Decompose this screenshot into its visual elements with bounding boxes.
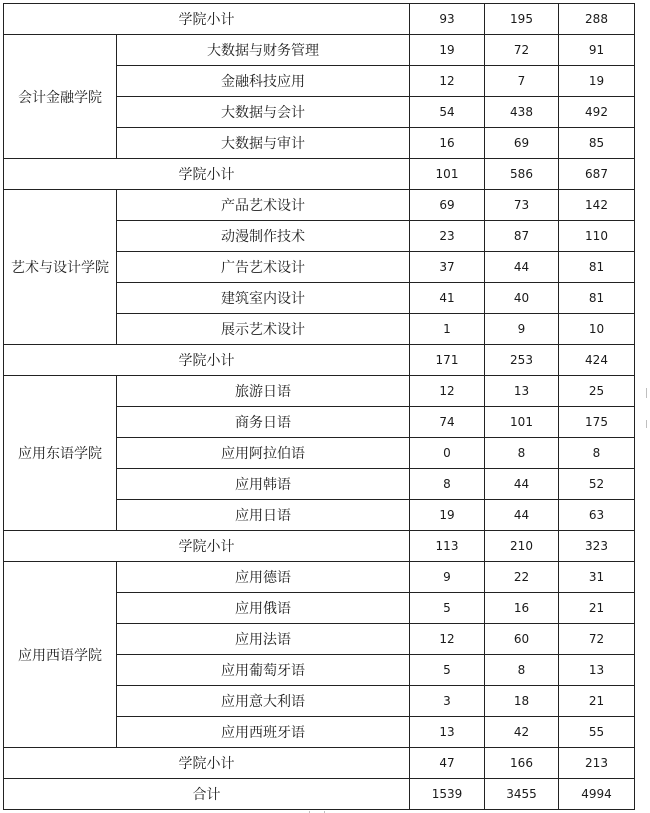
college-name: 会计金融学院 [4,35,117,159]
count-col-1: 19 [410,35,485,66]
count-col-1: 93 [410,4,485,35]
major-name: 大数据与财务管理 [117,35,410,66]
count-col-2: 69 [485,128,559,159]
major-name: 应用西班牙语 [117,717,410,748]
count-col-1: 12 [410,624,485,655]
count-col-3: 31 [559,562,635,593]
count-col-1: 1 [410,314,485,345]
grand-total-label: 合计 [4,779,410,810]
count-col-3: 63 [559,500,635,531]
count-col-3: 10 [559,314,635,345]
college-subtotal-row [4,4,635,35]
major-name: 大数据与会计 [117,97,410,128]
count-col-2: 7 [485,66,559,97]
count-col-3: 81 [559,283,635,314]
count-col-2: 8 [485,438,559,469]
subtotal-label: 学院小计 [4,159,410,190]
count-col-2: 18 [485,686,559,717]
count-col-2: 16 [485,593,559,624]
major-name: 动漫制作技术 [117,221,410,252]
count-col-1: 113 [410,531,485,562]
count-col-2: 8 [485,655,559,686]
major-row [4,562,635,593]
count-col-3: 8 [559,438,635,469]
count-col-2: 40 [485,283,559,314]
right-edge-mark [646,388,647,398]
count-col-2: 438 [485,97,559,128]
count-col-2: 44 [485,469,559,500]
count-col-1: 74 [410,407,485,438]
count-col-2: 73 [485,190,559,221]
college-subtotal-row [4,531,635,562]
subtotal-label: 学院小计 [4,531,410,562]
major-row [4,376,635,407]
major-name: 应用意大利语 [117,686,410,717]
count-col-2: 60 [485,624,559,655]
major-name: 应用日语 [117,500,410,531]
count-col-2: 586 [485,159,559,190]
count-col-1: 16 [410,128,485,159]
college-name: 应用西语学院 [4,562,117,748]
count-col-1: 19 [410,500,485,531]
count-col-3: 13 [559,655,635,686]
major-name: 金融科技应用 [117,66,410,97]
count-col-3: 81 [559,252,635,283]
count-col-1: 0 [410,438,485,469]
count-col-2: 87 [485,221,559,252]
major-name: 应用阿拉伯语 [117,438,410,469]
count-col-1: 5 [410,593,485,624]
major-name: 产品艺术设计 [117,190,410,221]
count-col-2: 101 [485,407,559,438]
major-name: 应用葡萄牙语 [117,655,410,686]
count-col-2: 9 [485,314,559,345]
subtotal-label: 学院小计 [4,4,410,35]
count-col-2: 22 [485,562,559,593]
right-edge-mark [646,420,647,428]
count-col-3: 323 [559,531,635,562]
grand-total-row [4,779,635,810]
count-col-1: 54 [410,97,485,128]
count-col-2: 13 [485,376,559,407]
major-name: 商务日语 [117,407,410,438]
count-col-1: 12 [410,376,485,407]
count-col-1: 23 [410,221,485,252]
count-col-2: 72 [485,35,559,66]
count-col-3: 213 [559,748,635,779]
major-name: 应用德语 [117,562,410,593]
count-col-2: 253 [485,345,559,376]
count-col-1: 171 [410,345,485,376]
count-col-1: 5 [410,655,485,686]
count-col-3: 288 [559,4,635,35]
count-col-3: 72 [559,624,635,655]
major-name: 应用俄语 [117,593,410,624]
count-col-1: 37 [410,252,485,283]
count-col-3: 85 [559,128,635,159]
major-name: 旅游日语 [117,376,410,407]
count-col-3: 492 [559,97,635,128]
count-col-1: 3 [410,686,485,717]
count-col-1: 1539 [410,779,485,810]
count-col-3: 142 [559,190,635,221]
count-col-3: 110 [559,221,635,252]
count-col-1: 8 [410,469,485,500]
major-name: 应用法语 [117,624,410,655]
major-row [4,190,635,221]
count-col-3: 55 [559,717,635,748]
major-name: 展示艺术设计 [117,314,410,345]
count-col-3: 19 [559,66,635,97]
count-col-3: 91 [559,35,635,66]
enrollment-table [3,3,635,810]
count-col-2: 44 [485,252,559,283]
count-col-1: 12 [410,66,485,97]
college-subtotal-row [4,748,635,779]
major-name: 建筑室内设计 [117,283,410,314]
count-col-1: 41 [410,283,485,314]
count-col-3: 52 [559,469,635,500]
count-col-1: 101 [410,159,485,190]
count-col-3: 424 [559,345,635,376]
count-col-2: 210 [485,531,559,562]
count-col-1: 47 [410,748,485,779]
count-col-3: 175 [559,407,635,438]
count-col-2: 44 [485,500,559,531]
count-col-2: 3455 [485,779,559,810]
college-subtotal-row [4,345,635,376]
count-col-3: 25 [559,376,635,407]
count-col-2: 42 [485,717,559,748]
subtotal-label: 学院小计 [4,345,410,376]
count-col-2: 166 [485,748,559,779]
major-name: 广告艺术设计 [117,252,410,283]
count-col-1: 69 [410,190,485,221]
count-col-3: 21 [559,686,635,717]
college-subtotal-row [4,159,635,190]
college-name: 应用东语学院 [4,376,117,531]
count-col-3: 687 [559,159,635,190]
count-col-3: 21 [559,593,635,624]
major-name: 大数据与审计 [117,128,410,159]
count-col-1: 9 [410,562,485,593]
count-col-1: 13 [410,717,485,748]
count-col-3: 4994 [559,779,635,810]
subtotal-label: 学院小计 [4,748,410,779]
major-row [4,35,635,66]
major-name: 应用韩语 [117,469,410,500]
college-name: 艺术与设计学院 [4,190,117,345]
count-col-2: 195 [485,4,559,35]
